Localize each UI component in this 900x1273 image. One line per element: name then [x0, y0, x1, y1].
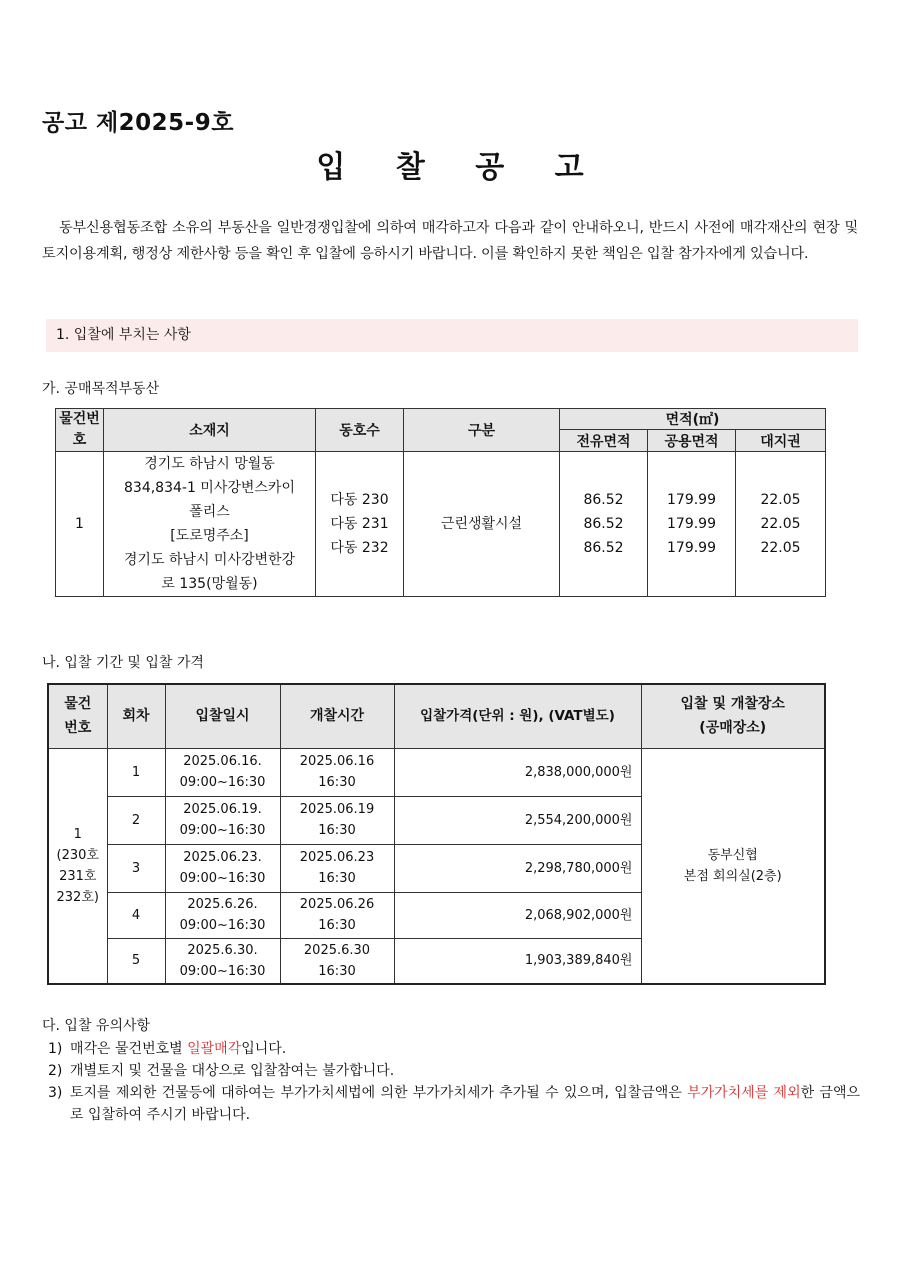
header-bid-date: 입찰일시 — [165, 684, 280, 748]
common-value: 179.99 — [667, 516, 716, 532]
header-area: 면적(㎡) — [560, 409, 826, 430]
price-cell: 2,838,000,000원 — [394, 748, 641, 796]
location-line: [도로명주소] — [170, 528, 249, 544]
property-common-area — [648, 452, 736, 597]
schedule-heading: 나. 입찰 기간 및 입찰 가격 — [42, 655, 204, 671]
header-price: 입찰가격(단위 : 원), (VAT별도) — [394, 684, 641, 748]
common-value: 179.99 — [667, 492, 716, 508]
exclusive-value: 86.52 — [583, 492, 624, 508]
header-place — [641, 684, 825, 748]
bid-date-cell: 2025.06.19. 09:00~16:30 — [165, 796, 280, 844]
round-cell: 3 — [107, 844, 165, 892]
price-cell: 2,068,902,000원 — [394, 892, 641, 938]
land-value: 22.05 — [760, 540, 801, 556]
open-time-cell: 2025.06.23 16:30 — [280, 844, 394, 892]
bid-date-cell: 2025.6.26. 09:00~16:30 — [165, 892, 280, 938]
note-number: 2) — [48, 1063, 63, 1079]
header-category: 구분 — [404, 409, 560, 452]
header-land-right: 대지권 — [736, 430, 826, 452]
schedule-place — [641, 748, 825, 984]
header-location: 소재지 — [104, 409, 316, 452]
item-line: 231호 — [59, 868, 97, 884]
header-unit: 동호수 — [316, 409, 404, 452]
note-text: 토지를 제외한 건물등에 대하여는 부가가치세법에 의한 부가가치세가 추가될 수 있으며, 입찰금액은 부가가치세를 제외한 금액으로 입찰하여 주시기 바랍니다. — [70, 1085, 860, 1123]
note-highlight: 부가가치세를 제외 — [687, 1085, 801, 1101]
open-time-cell: 2025.06.26 16:30 — [280, 892, 394, 938]
note-item — [48, 1038, 860, 1060]
open-time-cell: 2025.6.30 16:30 — [280, 938, 394, 984]
bid-date-cell: 2025.06.16. 09:00~16:30 — [165, 748, 280, 796]
note-number: 1) — [48, 1041, 63, 1057]
note-text: 개별토지 및 건물을 대상으로 입찰참여는 불가합니다. — [70, 1063, 395, 1079]
property-table — [55, 408, 826, 597]
notes-heading: 다. 입찰 유의사항 — [42, 1018, 151, 1034]
location-line: 경기도 하남시 미사강변한강 — [123, 552, 296, 568]
note-text: 매각은 물건번호별 일괄매각입니다. — [70, 1041, 287, 1057]
note-number: 3) — [48, 1085, 63, 1101]
intro-paragraph: 동부신용협동조합 소유의 부동산을 일반경쟁입찰에 의하여 매각하고자 다음과 같이 안내하오니, 반드시 사전에 매각재산의 현장 및 토지이용계획, 행정상 제한사항 등을 확인 후 입찰에 응하시기 바랍니다. 이를 확인하지 못한 책임은 입찰 참가자에게 있습니다. — [42, 220, 858, 262]
header-exclusive-area: 전유면적 — [560, 430, 648, 452]
property-exclusive-area — [560, 452, 648, 597]
price-cell: 2,298,780,000원 — [394, 844, 641, 892]
item-line: (230호 — [56, 847, 99, 863]
unit-value: 다동 230 — [330, 492, 389, 508]
unit-value: 다동 232 — [330, 540, 389, 556]
note-highlight: 일괄매각 — [187, 1041, 242, 1057]
property-heading: 가. 공매목적부동산 — [42, 381, 160, 397]
land-value: 22.05 — [760, 516, 801, 532]
notes-list — [48, 1038, 860, 1126]
item-line: 232호) — [56, 889, 99, 905]
header-common-area: 공용면적 — [648, 430, 736, 452]
note-item — [48, 1082, 860, 1126]
price-cell: 1,903,389,840원 — [394, 938, 641, 984]
place-header-line: (공매장소) — [699, 720, 767, 737]
common-value: 179.99 — [667, 540, 716, 556]
property-category: 근린생활시설 — [404, 452, 560, 597]
notice-number: 공고 제2025-9호 — [42, 110, 234, 136]
schedule-table — [47, 683, 826, 985]
round-cell: 1 — [107, 748, 165, 796]
place-line: 본점 회의실(2층) — [683, 868, 782, 884]
place-line: 동부신협 — [707, 847, 758, 863]
location-line: 로 135(망월동) — [161, 576, 258, 592]
property-land-right — [736, 452, 826, 597]
header-open-time: 개찰시간 — [280, 684, 394, 748]
bid-date-cell: 2025.06.23. 09:00~16:30 — [165, 844, 280, 892]
header-item-no: 물건번호 — [48, 684, 107, 748]
document-title: 입 찰 공 고 — [316, 150, 604, 185]
header-item-no: 물건번호 — [56, 409, 104, 452]
property-location — [104, 452, 316, 597]
location-line: 834,834-1 미사강변스카이 — [124, 480, 295, 496]
exclusive-value: 86.52 — [583, 516, 624, 532]
open-time-cell: 2025.06.16 16:30 — [280, 748, 394, 796]
section-1-bar: 1. 입찰에 부치는 사항 — [46, 319, 858, 352]
round-cell: 5 — [107, 938, 165, 984]
round-cell: 4 — [107, 892, 165, 938]
location-line: 폴리스 — [189, 504, 230, 520]
unit-value: 다동 231 — [330, 516, 389, 532]
header-round: 회차 — [107, 684, 165, 748]
note-item — [48, 1060, 860, 1082]
schedule-item-no — [48, 748, 107, 984]
item-line: 1 — [73, 826, 82, 842]
bid-date-cell: 2025.6.30. 09:00~16:30 — [165, 938, 280, 984]
exclusive-value: 86.52 — [583, 540, 624, 556]
place-header-line: 입찰 및 개찰장소 — [680, 696, 785, 713]
land-value: 22.05 — [760, 492, 801, 508]
round-cell: 2 — [107, 796, 165, 844]
open-time-cell: 2025.06.19 16:30 — [280, 796, 394, 844]
location-line: 경기도 하남시 망월동 — [144, 456, 275, 472]
property-units — [316, 452, 404, 597]
property-item-no: 1 — [56, 452, 104, 597]
price-cell: 2,554,200,000원 — [394, 796, 641, 844]
